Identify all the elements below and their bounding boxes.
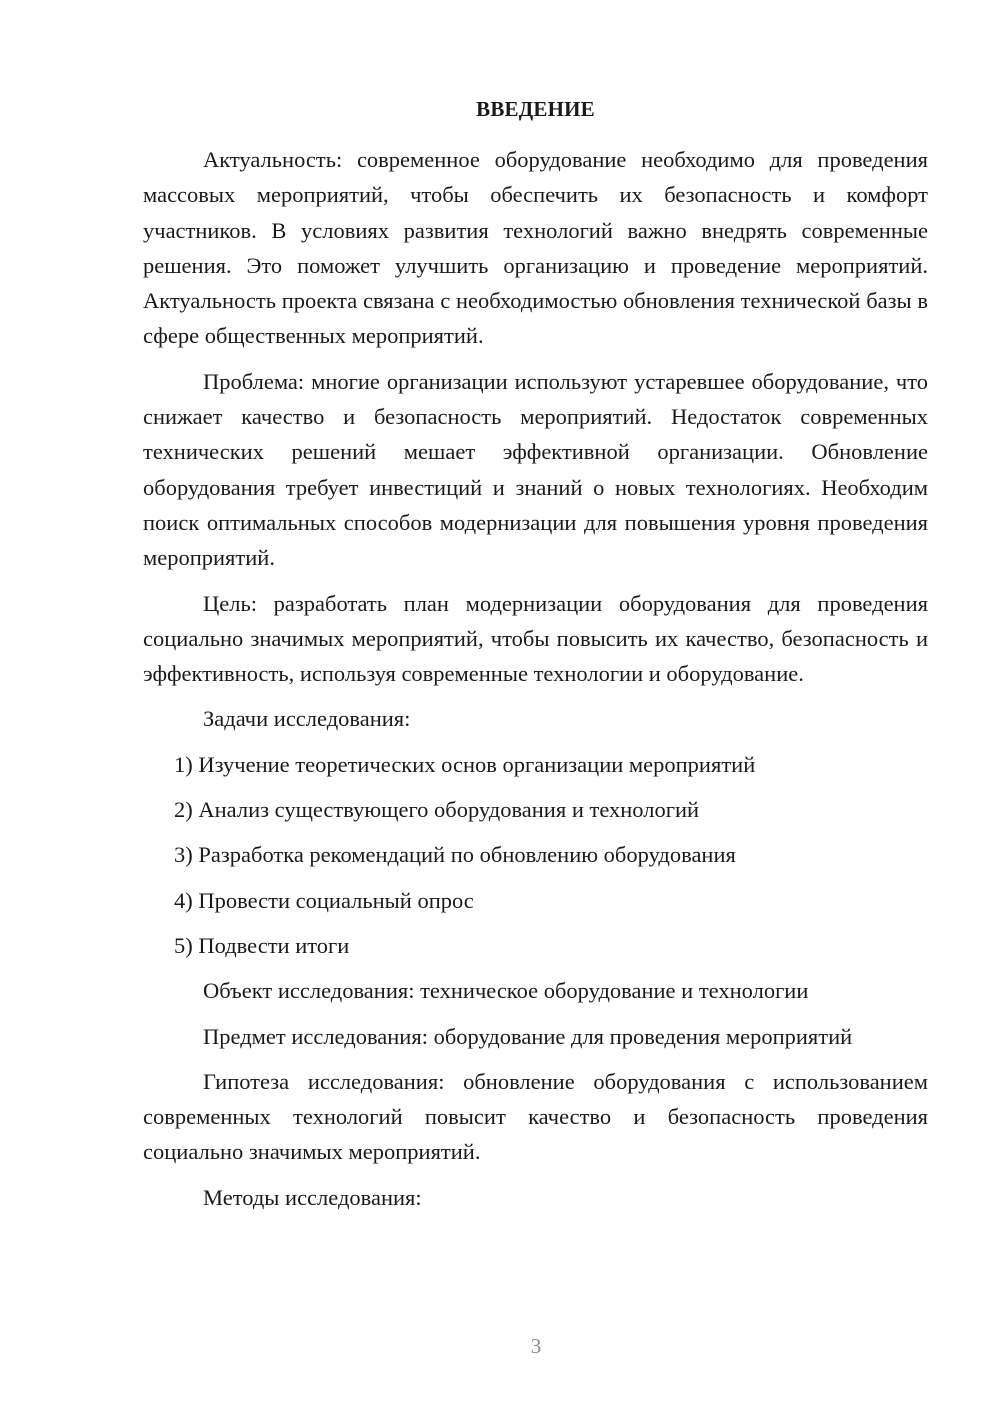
methods-heading: Методы исследования:: [203, 1184, 422, 1210]
task-item-5: 5) Подвести итоги: [174, 932, 350, 958]
goal-paragraph: Цель: разработать план модернизации оборудования для проведения социально значимых мероприятий, чтобы повысить их качество, безопасность и эффективность, используя современные технологии и оборудование.: [143, 590, 928, 687]
tasks-heading: Задачи исследования:: [203, 706, 411, 732]
task-item-2: 2) Анализ существующего оборудования и технологий: [174, 797, 700, 823]
relevance-paragraph: Актуальность: современное оборудование необходимо для проведения массовых мероприятий, чтобы обеспечить их безопасность и комфорт участников. В условиях развития технологий важно внедрять современные решения. Это поможет улучшить организацию и проведение мероприятий. Актуальность проекта связана с необходимостью обновления технической базы в сфере общественных мероприятий.: [143, 147, 928, 349]
problem-paragraph: Проблема: многие организации используют устаревшее оборудование, что снижает качество и безопасность мероприятий. Недостаток современных технических решений мешает эффективной организации. Обновление оборудования требует инвестиций и знаний о новых технологиях. Необходим поиск оптимальных способов модернизации для повышения уровня проведения мероприятий.: [143, 368, 928, 571]
research-subject: Предмет исследования: оборудование для проведения мероприятий: [203, 1023, 853, 1049]
task-list: [143, 747, 928, 963]
task-item-4: 4) Провести социальный опрос: [174, 887, 474, 913]
document-page: [143, 94, 928, 1225]
task-item-1: 1) Изучение теоретических основ организации мероприятий: [174, 751, 756, 777]
task-item-3: 3) Разработка рекомендаций по обновлению оборудования: [174, 842, 736, 868]
hypothesis-paragraph: Гипотеза исследования: обновление оборудования с использованием современных технологий повысит качество и безопасность проведения социально значимых мероприятий.: [143, 1068, 928, 1165]
page-title: ВВЕДЕНИЕ: [476, 97, 595, 121]
page-number: 3: [530, 1334, 542, 1358]
research-object: Объект исследования: техническое оборудование и технологии: [203, 978, 809, 1004]
